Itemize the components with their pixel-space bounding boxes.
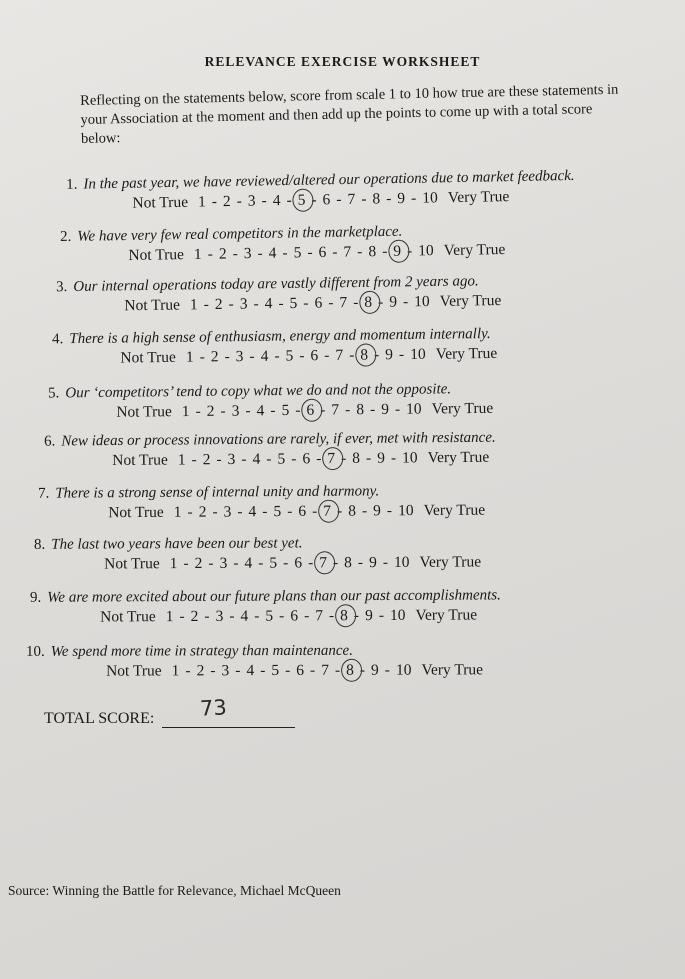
scale-dash: - — [245, 402, 251, 420]
scale-number: 4 — [260, 347, 269, 365]
statement-label: In the past year, we have reviewed/altered our operations due to market feedback. — [83, 167, 575, 193]
scale-number: 10 — [402, 449, 418, 467]
scale-number: 1 — [197, 193, 206, 211]
scale-dash: - — [394, 400, 401, 418]
scale-dash: - — [353, 293, 359, 312]
scale-number: 9 — [371, 661, 379, 679]
scale-label-high: Very True — [423, 501, 486, 520]
scale-dash: - — [357, 554, 364, 572]
statement-item — [0, 166, 685, 212]
scale-dash: - — [220, 402, 226, 420]
scale-dash: - — [332, 554, 339, 572]
scale-dash: - — [249, 347, 255, 365]
scale-dash: - — [224, 348, 230, 366]
scale-label-low: Not True — [112, 451, 168, 470]
statement-label: The last two years have been our best yet. — [51, 535, 303, 553]
scale-number: 8 — [372, 190, 381, 208]
scale-number: 8 — [344, 554, 352, 572]
scale-dash: - — [328, 607, 335, 625]
scale-dash: - — [216, 451, 222, 469]
scale-number: 1 — [169, 555, 178, 573]
scale-dash: - — [357, 243, 363, 261]
scale-dash: - — [261, 192, 267, 210]
scale-dash: - — [328, 294, 334, 312]
scale-number: 9 — [381, 400, 390, 419]
statement-number: 3. — [55, 279, 68, 296]
scale-number: 10 — [395, 661, 412, 679]
statement-text — [26, 643, 353, 661]
statement-number: 10. — [25, 643, 45, 660]
total-score-line — [162, 727, 295, 728]
statement-item — [0, 270, 685, 315]
scale-dash: - — [336, 191, 342, 209]
scale-number: 7 — [315, 607, 324, 625]
statement-text — [34, 535, 303, 553]
scale-number: 7 — [331, 401, 340, 419]
scale-label-low: Not True — [104, 555, 160, 573]
statement-number: 9. — [29, 589, 42, 606]
rating-scale — [120, 345, 497, 368]
scale-dash: - — [232, 245, 238, 263]
scale-label-high: Very True — [427, 448, 490, 467]
scale-dash: - — [349, 346, 355, 364]
scale-number: 2 — [218, 245, 227, 263]
scale-dash: - — [361, 502, 368, 520]
scale-number: 2 — [194, 554, 203, 572]
scale-number: 8 — [368, 243, 377, 261]
scale-number: 7 — [339, 294, 348, 312]
scale-number: 3 — [215, 607, 224, 625]
scale-number: 4 — [240, 607, 249, 625]
intro-text: Reflecting on the statements below, score from scale 1 to 10 how true are these statements in your Association at the moment and then add up the points to come up with a total score below: — [80, 81, 619, 147]
scale-dash: - — [285, 661, 291, 680]
scale-dash: - — [199, 348, 205, 366]
scale-number: 3 — [219, 554, 228, 572]
scale-number: 4 — [248, 503, 257, 521]
scale-number: 1 — [173, 503, 182, 521]
scale-label-low: Not True — [108, 503, 164, 522]
statement-label: Our internal operations today are vastly different from 2 years ago. — [73, 273, 479, 295]
scale-number: 2 — [198, 503, 207, 521]
scale-label-low: Not True — [100, 608, 156, 626]
scale-label-low: Not True — [106, 662, 162, 680]
scale-number: 3 — [231, 402, 240, 420]
scale-dash: - — [279, 607, 285, 625]
selected-score-circle: 6 — [306, 401, 315, 419]
scale-dash: - — [291, 450, 297, 468]
scale-dash: - — [236, 192, 242, 210]
scale-dash: - — [402, 293, 409, 311]
scale-label-low: Not True — [116, 403, 172, 421]
scale-dash: - — [262, 503, 268, 521]
selected-score-circle: 8 — [364, 293, 373, 311]
statement-item — [0, 481, 685, 522]
statement-number: 8. — [33, 536, 46, 553]
rating-scale — [112, 449, 489, 470]
scale-dash: - — [361, 190, 367, 208]
scale-number: 5 — [281, 401, 290, 420]
scale-number: 3 — [221, 662, 230, 680]
scale-dash: - — [278, 295, 284, 313]
scale-dash: - — [311, 191, 317, 209]
scale-number: 2 — [196, 662, 205, 680]
scale-number: 4 — [268, 244, 277, 262]
scale-number: 6 — [298, 502, 307, 520]
scale-dash: - — [187, 503, 193, 521]
scale-number: 5 — [293, 244, 302, 262]
scale-dash: - — [191, 451, 197, 469]
scale-number: 10 — [393, 553, 410, 571]
scale-dash: - — [303, 294, 309, 312]
scale-label-low: Not True — [132, 193, 189, 212]
scale-label-high: Very True — [439, 292, 502, 310]
scale-dash: - — [406, 242, 413, 260]
scale-number: 9 — [385, 346, 394, 364]
scale-number: 10 — [406, 400, 422, 418]
scale-dash: - — [316, 450, 322, 468]
scale-number: 6 — [290, 607, 299, 625]
scale-dash: - — [377, 293, 384, 311]
scale-dash: - — [208, 554, 214, 572]
scale-label-low: Not True — [128, 246, 185, 264]
scale-label-high: Very True — [447, 188, 510, 207]
scale-dash: - — [307, 244, 313, 262]
scale-dash: - — [287, 502, 293, 520]
scale-dash: - — [373, 346, 380, 364]
scale-number: 9 — [389, 293, 398, 311]
rating-scale — [104, 553, 481, 573]
scale-number: 4 — [256, 402, 265, 420]
scale-dash: - — [390, 449, 397, 467]
scale-dash: - — [353, 607, 360, 625]
statement-label: There is a strong sense of internal unity and harmony. — [55, 483, 380, 502]
statement-item — [0, 379, 685, 421]
scale-dash: - — [253, 295, 259, 313]
scale-dash: - — [228, 295, 234, 313]
source-citation: Source: Winning the Battle for Relevance, Michael McQueen — [8, 883, 341, 898]
statement-label: New ideas or process innovations are rarely, if ever, met with resistance. — [61, 429, 496, 450]
scale-number: 5 — [289, 294, 298, 312]
scale-dash: - — [382, 553, 389, 571]
scale-number: 1 — [171, 662, 180, 680]
statement-number: 7. — [37, 485, 50, 502]
scale-dash: - — [207, 245, 214, 263]
scale-number: 2 — [222, 192, 231, 211]
scale-number: 1 — [165, 608, 174, 626]
total-score-label: TOTAL SCORE: — [44, 710, 155, 727]
scale-dash: - — [309, 661, 316, 679]
worksheet-title: RELEVANCE EXERCISE WORKSHEET — [204, 54, 481, 69]
scale-number: 3 — [243, 245, 252, 263]
scale-number: 10 — [397, 502, 414, 520]
scale-number: 3 — [235, 348, 244, 366]
scale-number: 2 — [210, 348, 219, 366]
scale-number: 7 — [321, 661, 329, 679]
scale-number: 6 — [302, 450, 311, 468]
scale-number: 10 — [414, 293, 430, 311]
scale-dash: - — [241, 450, 247, 468]
scale-dash: - — [203, 296, 209, 314]
scale-number: 1 — [181, 403, 190, 421]
scale-number: 6 — [296, 661, 305, 679]
scale-number: 1 — [189, 296, 198, 314]
scale-number: 7 — [335, 346, 344, 364]
scale-number: 8 — [356, 401, 365, 419]
statement-text — [30, 587, 501, 606]
total-score-value: 73 — [199, 695, 228, 721]
statement-item — [0, 586, 685, 626]
scale-dash: - — [304, 607, 310, 625]
statement-label: We are more excited about our future plans than our past accomplishments. — [47, 587, 501, 606]
rating-scale — [106, 661, 483, 680]
scale-label-high: Very True — [415, 606, 478, 624]
scale-dash: - — [274, 347, 280, 365]
scale-dash: - — [185, 662, 191, 680]
scale-dash: - — [195, 402, 201, 420]
scale-number: 3 — [239, 295, 248, 313]
rating-scale — [128, 241, 505, 265]
scale-number: 5 — [269, 554, 278, 572]
statement-item — [0, 642, 685, 680]
statement-text — [44, 430, 496, 451]
scale-number: 6 — [310, 347, 319, 365]
scale-dash: - — [345, 401, 351, 419]
scale-dash: - — [260, 662, 266, 680]
scale-number: 8 — [348, 502, 357, 520]
scale-dash: - — [384, 661, 390, 679]
scale-number: 3 — [223, 503, 232, 521]
statement-label: We have very few real competitors in the marketplace. — [77, 223, 403, 245]
scale-dash: - — [229, 607, 235, 625]
scale-number: 10 — [389, 606, 406, 624]
scale-number: 3 — [247, 192, 256, 210]
statement-label: We spend more time in strategy than maintenance. — [50, 642, 353, 660]
scale-number: 1 — [177, 451, 186, 469]
scale-number: 2 — [214, 295, 223, 314]
scale-label-low: Not True — [120, 348, 176, 367]
scale-dash: - — [211, 193, 218, 211]
scale-number: 6 — [314, 294, 323, 312]
scale-label-high: Very True — [421, 661, 484, 679]
selected-score-circle: 5 — [297, 191, 306, 209]
scale-label-high: Very True — [443, 241, 506, 260]
scale-number: 4 — [272, 192, 281, 210]
scale-dash: - — [359, 661, 366, 679]
scale-dash: - — [365, 449, 372, 467]
scale-label-low: Not True — [124, 296, 181, 315]
scale-dash: - — [235, 662, 241, 680]
scale-dash: - — [378, 606, 385, 625]
scale-number: 6 — [322, 191, 331, 209]
statement-label: Our ‘competitors’ tend to copy what we do and not the opposite. — [65, 381, 452, 402]
statement-number: 1. — [65, 176, 78, 193]
scale-dash: - — [336, 502, 343, 520]
statement-label: There is a high sense of enthusiasm, energy and momentum internally. — [69, 326, 491, 348]
rating-scale — [116, 400, 493, 422]
scale-dash: - — [332, 243, 338, 261]
scale-number: 5 — [265, 607, 274, 625]
scale-number: 7 — [343, 243, 352, 261]
scale-number: 2 — [190, 607, 199, 626]
selected-score-circle: 9 — [393, 242, 402, 260]
scale-number: 7 — [347, 190, 356, 208]
scale-number: 8 — [352, 449, 361, 467]
scale-dash: - — [212, 503, 218, 521]
scale-dash: - — [266, 450, 272, 468]
scale-number: 9 — [397, 189, 406, 208]
scale-number: 10 — [422, 189, 438, 207]
scale-dash: - — [312, 502, 318, 520]
scale-dash: - — [270, 402, 276, 420]
statement-text — [48, 381, 451, 402]
scale-dash: - — [204, 607, 210, 625]
scale-dash: - — [210, 662, 216, 680]
selected-score-circle: 7 — [327, 450, 336, 468]
selected-score-circle: 8 — [340, 607, 348, 625]
statement-number: 6. — [43, 433, 56, 450]
statement-item — [0, 324, 685, 367]
scale-dash: - — [386, 502, 393, 520]
scale-number: 2 — [206, 402, 215, 420]
statement-item — [0, 533, 685, 573]
scale-number: 10 — [418, 242, 434, 260]
scale-dash: - — [324, 346, 330, 365]
scale-dash: - — [308, 554, 314, 572]
scale-number: 10 — [410, 345, 426, 363]
scale-dash: - — [295, 401, 301, 419]
scale-number: 4 — [244, 554, 253, 572]
scale-dash: - — [254, 607, 260, 625]
scale-dash: - — [183, 555, 189, 573]
scale-number: 5 — [277, 450, 286, 468]
scale-dash: - — [340, 449, 347, 468]
scale-dash: - — [282, 244, 288, 262]
scale-number: 1 — [185, 348, 194, 366]
selected-score-circle: 7 — [323, 502, 332, 520]
scale-label-high: Very True — [435, 344, 498, 363]
scale-number: 9 — [369, 554, 377, 572]
scale-dash: - — [286, 191, 292, 210]
scale-number: 9 — [365, 607, 373, 625]
scale-number: 6 — [318, 243, 327, 261]
scale-label-high: Very True — [431, 399, 494, 418]
scale-label-high: Very True — [419, 553, 482, 571]
scale-dash: - — [386, 190, 392, 208]
scale-dash: - — [410, 189, 417, 207]
selected-score-circle: 8 — [346, 661, 354, 679]
scale-number: 5 — [271, 662, 280, 680]
scale-dash: - — [237, 503, 243, 521]
scale-number: 1 — [193, 245, 202, 263]
scale-number: 3 — [227, 450, 236, 469]
scale-dash: - — [382, 242, 388, 260]
statement-number: 2. — [59, 228, 72, 246]
scale-dash: - — [369, 401, 376, 419]
selected-score-circle: 8 — [360, 346, 369, 364]
scale-dash: - — [258, 554, 264, 572]
rating-scale — [132, 188, 509, 213]
scale-dash: - — [179, 608, 185, 626]
scale-dash: - — [398, 346, 405, 364]
statement-number: 4. — [51, 331, 64, 348]
statement-number: 5. — [47, 385, 60, 402]
scale-dash: - — [257, 244, 263, 262]
scale-number: 4 — [252, 450, 261, 468]
statement-item — [0, 428, 685, 470]
scale-dash: - — [334, 661, 341, 679]
scale-number: 4 — [246, 662, 255, 680]
scale-dash: - — [283, 554, 289, 572]
scale-number: 9 — [373, 502, 381, 520]
statement-item — [0, 219, 685, 264]
rating-scale — [108, 502, 485, 523]
scale-dash: - — [233, 554, 239, 572]
rating-scale — [100, 607, 477, 627]
scale-number: 2 — [202, 451, 211, 469]
scale-number: 5 — [273, 503, 282, 521]
rating-scale — [124, 292, 501, 315]
scale-number: 9 — [377, 449, 385, 467]
scale-dash: - — [320, 401, 326, 419]
scale-dash: - — [299, 347, 305, 365]
selected-score-circle: 7 — [319, 554, 328, 572]
scale-number: 6 — [294, 554, 303, 572]
scale-number: 5 — [285, 347, 294, 365]
scale-number: 4 — [264, 295, 273, 313]
